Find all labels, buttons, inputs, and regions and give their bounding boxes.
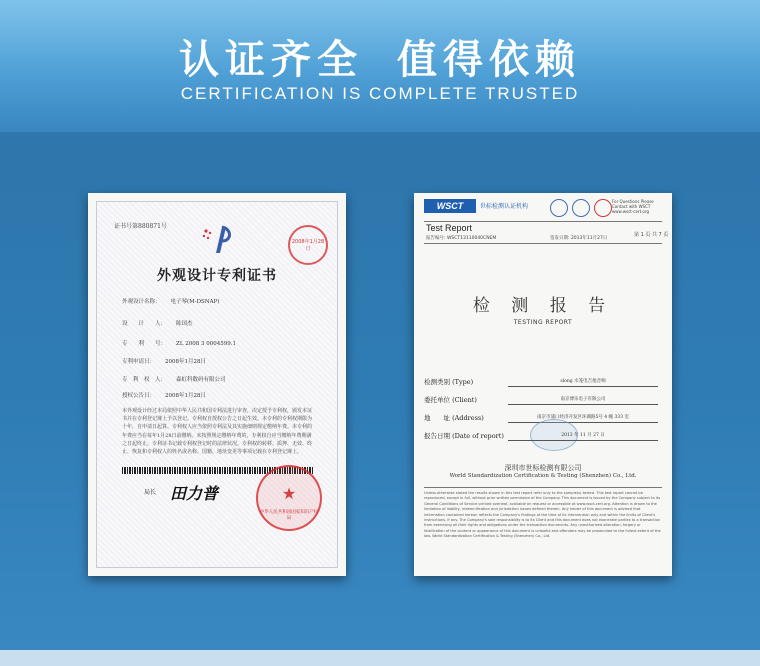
- certificate-number: 证书号第880871号: [114, 223, 167, 230]
- seal-text: 中华人民共和国国家知识产权局: [259, 510, 319, 521]
- divider: [424, 221, 662, 222]
- row-report-date: 报告日期 (Date of report) 2013 年 11 月 27 日: [424, 431, 504, 440]
- director-label: 局长: [144, 489, 157, 496]
- accreditation-mark-icon: [594, 199, 612, 217]
- certificate-title: 外观设计专利证书: [157, 268, 277, 284]
- field-design-name: 外观设计名称： 电子琴(M-DSNAP): [122, 299, 220, 305]
- star-icon: ★: [281, 484, 297, 503]
- stamp-icon: 2008年1月28日: [288, 225, 328, 265]
- row-client: 委托单位 (Client) 南京博乐电子有限公司: [424, 395, 477, 404]
- row-type: 检测类别 (Type) slong 水笼电吉他音响: [424, 377, 473, 386]
- page-number: 第 1 页 共 7 页: [634, 232, 669, 238]
- field-designer: 设 计 人： 陈国杰: [122, 321, 193, 327]
- report-header: Test Report: [426, 223, 473, 233]
- headline: [0, 28, 760, 85]
- accreditation-mark-icon: [572, 199, 590, 217]
- report-number: 报告编号: WSCT13110040CNEM: [426, 236, 497, 241]
- official-seal-icon: [256, 465, 322, 531]
- issue-date: 签发日期: 2013年11月27日: [550, 236, 608, 241]
- patent-certificate: [88, 193, 346, 576]
- accreditation-marks: [550, 199, 612, 217]
- field-application-date: 专利申请日： 2008年1月28日: [122, 359, 207, 365]
- organization-name: 深圳市世标检测有限公司: [504, 464, 582, 472]
- director-signature: 田力普: [170, 484, 219, 503]
- report-title-en: TESTING REPORT: [513, 319, 573, 326]
- test-report: [414, 193, 672, 576]
- banner-band: [0, 0, 760, 132]
- contact-info: For Questions Please Contact with WSCT www.wsct-cert.org: [612, 199, 654, 214]
- divider: [424, 487, 662, 488]
- field-patentee: 专 利 权 人： 森虹科数码有限公司: [122, 377, 226, 383]
- headline-part2: 值得依赖: [397, 37, 581, 83]
- field-patent-number: 专 利 号： ZL 2008 3 0004599.1: [122, 341, 236, 347]
- organization-name-en: World Standardization Certification & Testing (Shenzhen) Co., Ltd.: [449, 473, 637, 479]
- subheadline: CERTIFICATION IS COMPLETE TRUSTED: [180, 84, 580, 103]
- fine-print: Unless otherwise stated the results shown in this test report refer only to the sample(s) tested. This test report cannot be reproduced, except in full, without prior written permission of the Company. This document is issued by the Company subject to its General Conditions of Service printed overleaf, available on request or accessible at www.wsct-cert.org. Attention is drawn to the limitation of liability, indemnification and jurisdiction issues defined therein. Any holder of this document is advised that information contained hereon reflects the Company's findings at the time of its intervention only and within the limits of Client's instructions, if any. The Company's sole responsibility is to its Client and this document does not exonerate parties to a transaction from exercising all their rights and obligations under the transaction documents. Any unauthorized alteration, forgery or falsification of the content or appearance of this document is unlawful and offenders may be prosecuted to the fullest extent of the law. World Standardization Certification & Testing (Shenzhen) Co., Ltd.: [424, 491, 661, 539]
- divider: [424, 243, 662, 244]
- lab-name: 世标检测认证机构: [480, 203, 529, 210]
- certificate-body-text: 本外观设计经过本局依照中华人民共和国专利法进行审查，决定授予专利权，颁发本证书并在专利登记簿上予以登记。专利权自授权公告之日起生效。本专利的专利权期限为十年，自申请日起算。专利权人应当依照专利法及其实施细则规定缴纳年费。本专利的年费应当在每年1月28日前缴纳。未按照规定缴纳年费的，专利权自应当缴纳年费期满之日起终止。专利证书记载专利权登记时的法律状况。专利权的转移、质押、无效、终止、恢复和专利权人的姓名或名称、国籍、地址变更等事项记载在专利登记簿上。: [122, 408, 313, 456]
- report-title: 检 测 报 告: [472, 296, 614, 316]
- field-grant-date: 授权公告日： 2008年1月28日: [122, 393, 207, 399]
- wsct-logo: WSCT: [424, 199, 476, 213]
- patent-office-emblem-icon: [200, 223, 234, 257]
- footer-band: [0, 650, 760, 666]
- accreditation-mark-icon: [550, 199, 568, 217]
- row-address: 地 址 (Address) 南京市浦口经济开发区环湖路5号 4 幢 333 室: [424, 413, 484, 422]
- headline-part1: 认证齐全: [179, 37, 363, 83]
